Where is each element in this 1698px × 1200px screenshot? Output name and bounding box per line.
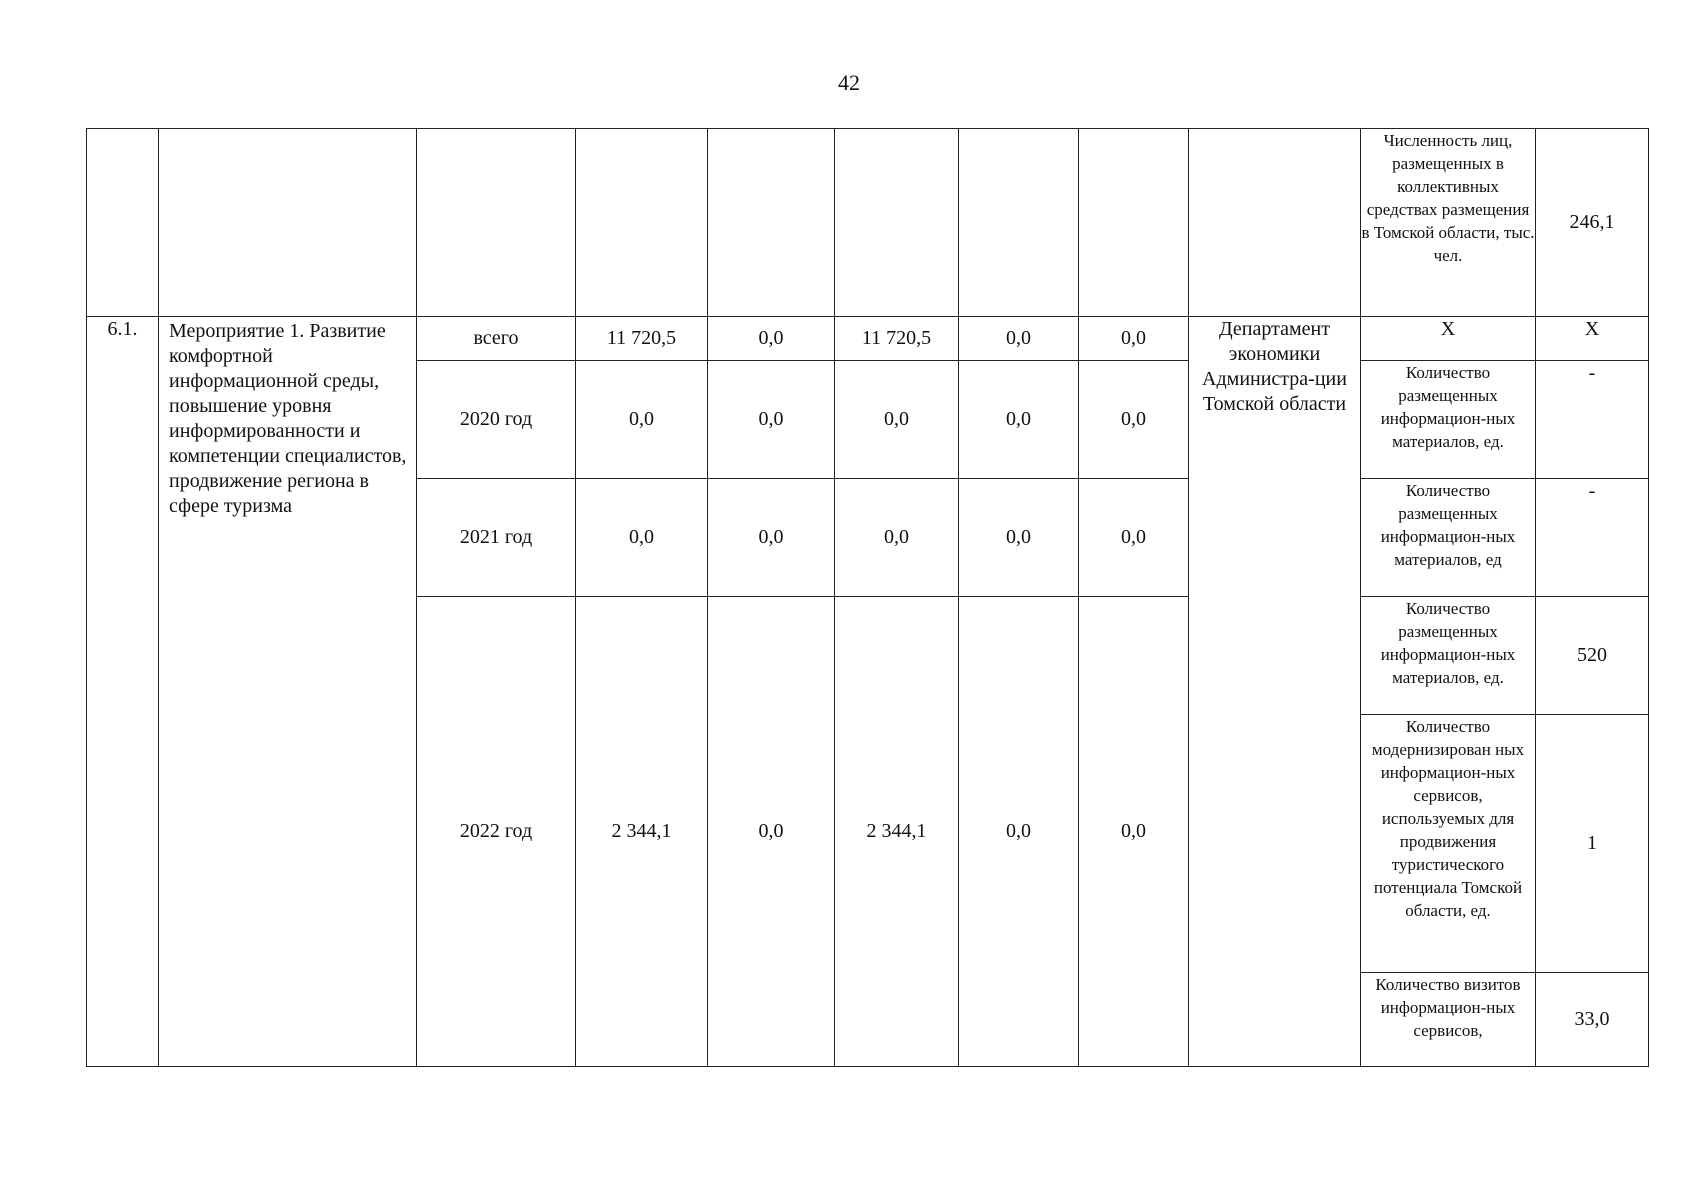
value-cell: 0,0 [1079,361,1189,479]
indicator-value: 33,0 [1536,973,1649,1067]
measure-title: Мероприятие 1. Развитие комфортной информационной среды, повышение уровня информированности и компетенции специалистов, продвижение региона в сфере туризма [159,317,417,1067]
value-cell: 0,0 [1079,317,1189,361]
cell-empty [1189,129,1361,317]
indicator-value: 1 [1536,715,1649,973]
value-cell: 0,0 [708,317,835,361]
executor-cell: Департамент экономики Администра-ции Томской области [1189,317,1361,1067]
cell-empty [959,129,1079,317]
value-cell: 0,0 [576,479,708,597]
indicator-name: Количество размещенных информацион-ных материалов, ед. [1361,361,1536,479]
value-cell: 0,0 [835,361,959,479]
indicator-name: Количество размещенных информацион-ных материалов, ед [1361,479,1536,597]
value-cell: 0,0 [708,597,835,1067]
value-cell: 2 344,1 [576,597,708,1067]
table-row [87,129,1649,317]
indicator-value: - [1536,479,1649,597]
page-number: 42 [838,70,860,95]
indicator-name: Количество модернизирован ных информацион-ных сервисов, используемых для продвижения туристического потенциала Томской области, ед. [1361,715,1536,973]
value-cell: 0,0 [835,479,959,597]
period-cell: 2022 год [417,597,576,1067]
value-cell: 0,0 [1079,597,1189,1067]
period-cell: 2020 год [417,361,576,479]
table-row [87,317,1649,361]
measure-number: 6.1. [87,317,159,1067]
indicator-value: 520 [1536,597,1649,715]
period-cell: всего [417,317,576,361]
cell-empty [708,129,835,317]
period-cell: 2021 год [417,479,576,597]
value-cell: 0,0 [576,361,708,479]
value-cell: 11 720,5 [835,317,959,361]
indicator-value: - [1536,361,1649,479]
cell-empty [835,129,959,317]
value-cell: 2 344,1 [835,597,959,1067]
indicator-name: Х [1361,317,1536,361]
indicator-name: Количество размещенных информацион-ных материалов, ед. [1361,597,1536,715]
indicator-value: Х [1536,317,1649,361]
program-table [86,128,1649,1067]
value-cell: 0,0 [959,479,1079,597]
value-cell: 0,0 [959,361,1079,479]
value-cell: 0,0 [1079,479,1189,597]
value-cell: 11 720,5 [576,317,708,361]
cell-empty [417,129,576,317]
indicator-value: 246,1 [1536,129,1649,317]
cell-empty [159,129,417,317]
cell-empty [87,129,159,317]
cell-empty [1079,129,1189,317]
indicator-name: Численность лиц, размещенных в коллективных средствах размещения в Томской области, тыс. чел. [1361,129,1536,317]
cell-empty [576,129,708,317]
value-cell: 0,0 [708,361,835,479]
value-cell: 0,0 [708,479,835,597]
indicator-name: Количество визитов информацион-ных сервисов, [1361,973,1536,1067]
value-cell: 0,0 [959,317,1079,361]
value-cell: 0,0 [959,597,1079,1067]
